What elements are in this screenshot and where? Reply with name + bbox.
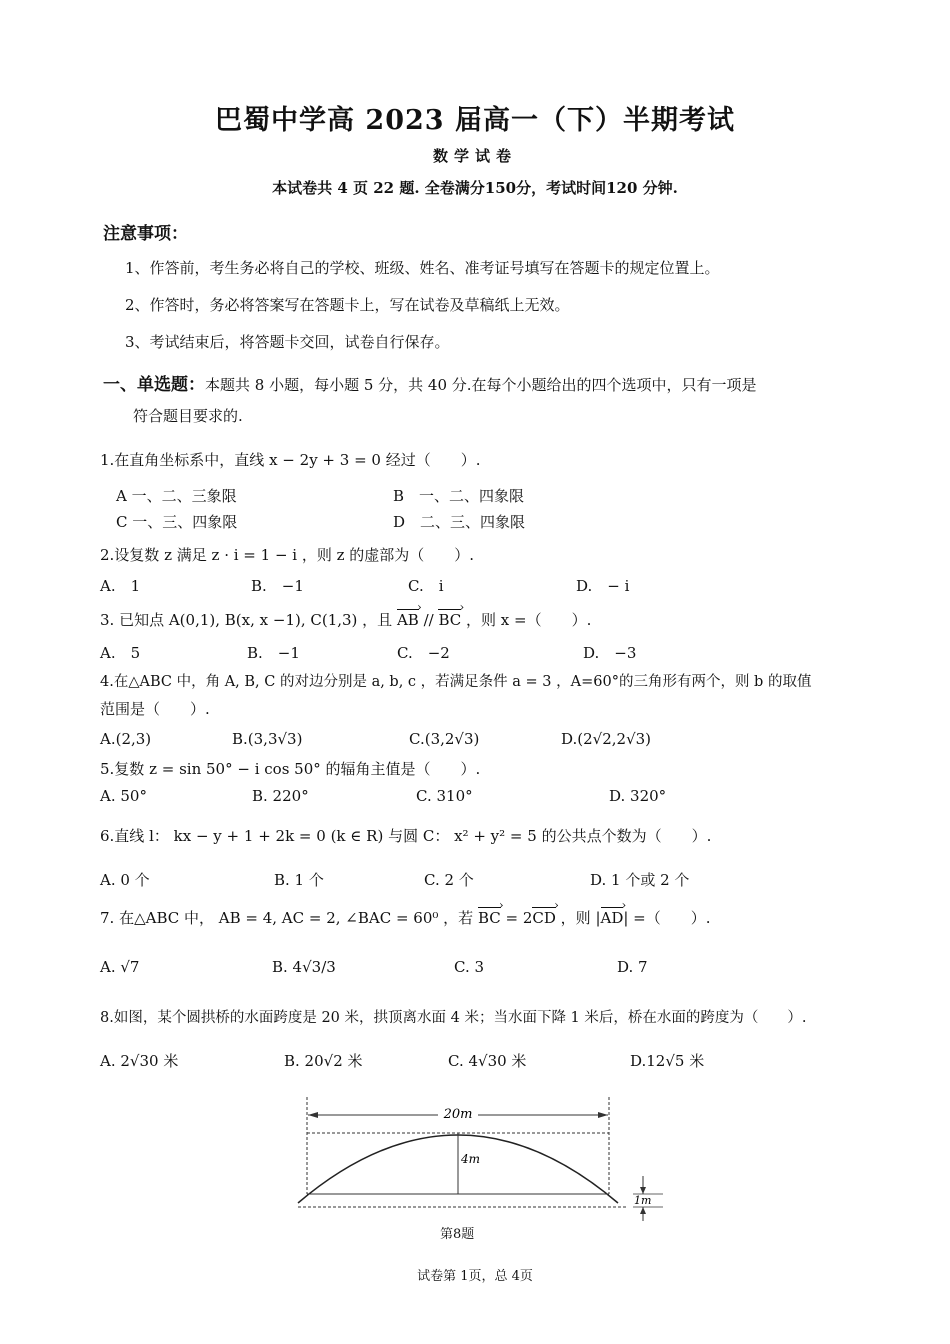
height-label: 4m	[461, 1152, 481, 1166]
q7-option-b: B. 4√3/3	[272, 958, 336, 976]
q7-stem-b: ，则 |	[555, 909, 601, 927]
question-1-stem: 1.在直角坐标系中，直线 x − 2y + 3 = 0 经过（ ）.	[100, 451, 481, 469]
vector-bc: BC ›	[478, 909, 501, 927]
vector-ad: AD ›	[601, 909, 624, 927]
q8-option-a: A. 2√30 米	[100, 1052, 179, 1070]
notice-item: 2、作答时，务必将答案写在答题卡上，写在试卷及草稿纸上无效。	[125, 296, 570, 314]
q1-option-b: B 一、二、四象限	[393, 487, 525, 505]
q5-option-a: A. 50°	[100, 787, 147, 805]
span-label: 20m	[443, 1107, 473, 1122]
q4-option-d: D.(2√2,2√3)	[561, 730, 652, 748]
q5-option-c: C. 310°	[416, 787, 473, 805]
figure-caption: 第8题	[440, 1227, 475, 1242]
q7-option-a: A. √7	[100, 958, 140, 976]
notice-heading: 注意事项：	[103, 224, 188, 244]
section-desc-2: 符合题目要求的.	[133, 407, 243, 425]
q5-option-b: B. 220°	[252, 787, 309, 805]
q8-option-c: C. 4√30 米	[448, 1052, 527, 1070]
q8-option-b: B. 20√2 米	[284, 1052, 363, 1070]
q6-option-a: A. 0 个	[100, 871, 150, 889]
drop-arrow-head-top	[640, 1187, 646, 1194]
q3-parallel: //	[418, 611, 439, 629]
question-6-stem: 6.直线 l： kx − y + 1 + 2k = 0 (k ∈ R) 与圆 C： x² + y² = 5 的公共点个数为（ ）.	[100, 827, 712, 845]
question-8-stem: 8.如图，某个圆拱桥的水面跨度是 20 米，拱顶离水面 4 米；当水面下降 1 米后，桥在水面的跨度为（ ）.	[100, 1010, 807, 1026]
q8-option-d: D.12√5 米	[630, 1052, 705, 1070]
notice-item: 3、考试结束后，将答题卡交回，试卷自行保存。	[125, 333, 450, 351]
q6-option-c: C. 2 个	[424, 871, 474, 889]
question-5-stem: 5.复数 z = sin 50° − i cos 50° 的辐角主值是（ ）.	[100, 760, 481, 778]
q3-stem-b: ，则 x =（ ）.	[461, 611, 592, 629]
drop-label: 1m	[634, 1194, 652, 1207]
q3-option-b: B. −1	[247, 644, 300, 662]
vector-ab: AB ›	[397, 611, 419, 629]
vector-bc: BC ›	[438, 611, 461, 629]
arch-bridge-figure	[288, 1097, 668, 1222]
q3-option-a: A. 5	[100, 644, 141, 662]
q2-option-a: A. 1	[100, 577, 141, 595]
q6-option-b: B. 1 个	[274, 871, 324, 889]
exam-subtitle: 数学试卷	[432, 147, 517, 165]
drop-arrow-head-bottom	[640, 1207, 646, 1214]
q6-option-d: D. 1 个或 2 个	[590, 871, 690, 889]
q1-option-c: C 一、三、四象限	[116, 513, 238, 531]
q7-option-c: C. 3	[454, 958, 485, 976]
q3-stem-a: 3. 已知点 A(0,1), B(x, x −1), C(1,3) ，且	[100, 611, 397, 629]
question-4-stem-2: 范围是（ ）.	[100, 700, 210, 718]
q4-option-b: B.(3,3√3)	[232, 730, 303, 748]
q4-option-c: C.(3,2√3)	[409, 730, 480, 748]
q7-eq: = 2	[500, 909, 533, 927]
span-arrow-right	[598, 1112, 608, 1118]
notice-item: 1、作答前，考生务必将自己的学校、班级、姓名、准考证号填写在答题卡的规定位置上。	[125, 259, 720, 277]
q7-stem-a: 7. 在△ABC 中， AB = 4, AC = 2, ∠BAC = 60⁰ ，若	[100, 909, 478, 927]
q1-option-d: D 二、三、四象限	[393, 513, 526, 531]
q2-option-c: C. i	[408, 577, 444, 595]
section-header	[103, 370, 757, 395]
q3-option-c: C. −2	[397, 644, 450, 662]
q7-option-d: D. 7	[617, 958, 648, 976]
exam-info: 本试卷共 4 页 22 题. 全卷满分150分，考试时间120 分钟.	[272, 179, 678, 197]
q5-option-d: D. 320°	[609, 787, 667, 805]
q2-option-b: B. −1	[251, 577, 304, 595]
exam-title: 巴蜀中学高 2023 届高一（下）半期考试	[215, 105, 735, 136]
span-arrow-left	[308, 1112, 318, 1118]
vector-cd: CD ›	[532, 909, 556, 927]
question-7-stem	[100, 907, 711, 928]
section-desc: 本题共 8 小题，每小题 5 分，共 40 分.在每个小题给出的四个选项中，只有一项是	[205, 376, 757, 394]
q3-option-d: D. −3	[583, 644, 637, 662]
page-footer: 试卷第 1页，总 4页	[417, 1269, 533, 1284]
question-4-stem: 4.在△ABC 中，角 A, B, C 的对边分别是 a, b, c ，若满足条件 a = 3 ，A=60°的三角形有两个，则 b 的取值	[100, 674, 812, 690]
q1-option-a: A 一、二、三象限	[116, 487, 237, 505]
section-label: 一、单选题：	[103, 375, 205, 395]
q4-option-a: A.(2,3)	[100, 730, 152, 748]
q7-stem-c: | =（ ）.	[623, 909, 711, 927]
q2-option-d: D. − i	[576, 577, 630, 595]
question-2-stem: 2.设复数 z 满足 z · i = 1 − i ，则 z 的虚部为（ ）.	[100, 546, 475, 564]
question-3-stem	[100, 609, 591, 630]
